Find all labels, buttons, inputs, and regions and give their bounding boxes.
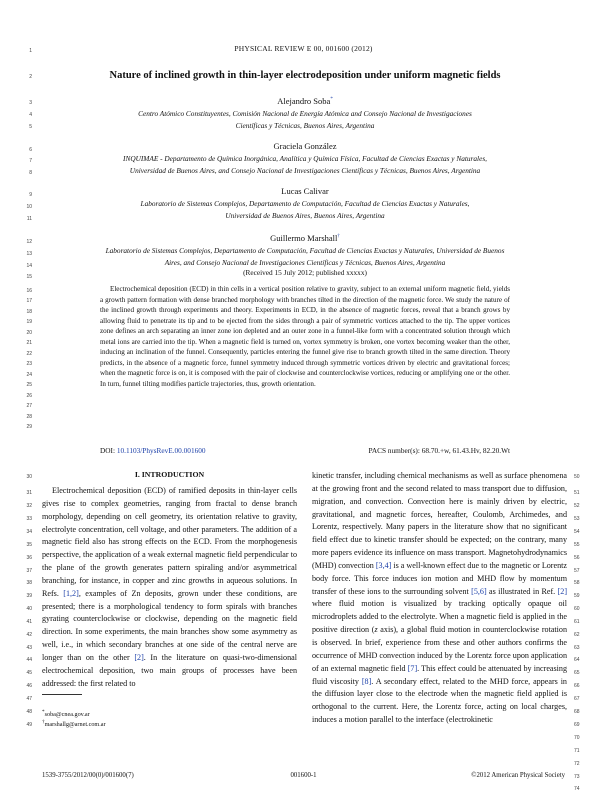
line-number: 62	[574, 632, 580, 638]
line-number: 16	[26, 288, 32, 294]
footnote-rule	[42, 694, 82, 695]
line-number: 53	[574, 516, 580, 522]
abstract: Electrochemical deposition (ECD) in thin cells in a vertical position relative to gravity, subject to an external uniform magnetic field, yields a growth pattern formation with dense branched morphology with branches tilted in the direction of the magnetic force. We study the nature of the inclined growth through experiments and theory. Experiments in ECD, in the absence of magnetic forces, reveal that a branch grows by allowing fluid to penetrate its tip and to be ejected from the sides through a pair of symmetric vortices attached to the tip. The upper vortices zone defines an arch separating an inner zone ion depleted and an outer zone in a funnel-like form with a concentrated solution through which metal ions are carried into the tip. When a magnetic field is turned on, vortex symmetry is broken, one vortex becoming weaker than the other, inducing an inclination of the funnel. Consequently, particles entering the funnel give rise to branch growth tilted in the same direction. Theory predicts, in the absence of a magnetic force, funnel symmetry induced through symmetric vortices driven by electric and gravitational forces; when the magnetic force is on, it is composed with the pair of clockwise and counterclockwise vortices, reducing or amplifying one or the other. In turn, funnel tilting modifies particle trajectories, thus, growth orientation.	[100, 285, 510, 388]
citation-link[interactable]: [8]	[361, 676, 372, 686]
line-number: 18	[26, 309, 32, 315]
line-number: 69	[574, 722, 580, 728]
footnote: *soba@cnea.gov.ar	[42, 709, 90, 719]
line-number: 27	[26, 403, 32, 409]
line-number: 63	[574, 645, 580, 651]
line-number: 37	[26, 568, 32, 574]
body-text: kinetic transfer, including chemical mechanisms as well as surface phenomena at the growing front and the second related to mass transport due to diffusion, migration, and convection. Convection here is mainly driven by electric, gravitational, and magnetic forces, hereafter, Coulomb, Archimedes, and Lorentz, respectively. Many papers in the literature show that no significant field effect due to kinetic transfer should be expected; on the contrary, many more papers evidence its influence on mass transport. Magnetohydrodynamics (MHD) convection	[312, 471, 567, 570]
line-number: 45	[26, 670, 32, 676]
line-number: 61	[574, 619, 580, 625]
body-text: . A secondary effect, related to the MHD force, appears in the diffusion layer close to the electrode when the magnetic field applied is orthogonal to the current. Here, the Lorentz force, acting on local charges, induces a motion parallel to the interface (electrokinetic	[312, 676, 567, 725]
footer-copyright: ©2012 American Physical Society	[471, 772, 565, 779]
line-number: 38	[26, 580, 32, 586]
line-number: 14	[26, 263, 32, 269]
body-text: . This effect could be attenuated by increasing fluid viscosity	[312, 663, 567, 686]
line-number: 12	[26, 239, 32, 245]
line-number: 1	[29, 48, 32, 54]
line-number: 28	[26, 414, 32, 420]
line-number: 23	[26, 361, 32, 367]
line-number: 48	[26, 709, 32, 715]
line-number: 51	[574, 490, 580, 496]
line-number: 11	[26, 216, 32, 222]
line-number: 64	[574, 657, 580, 663]
body-text: is a well-known effect due to the magnetic or Lorentz body force. This force induces ion motion and MHD flow by momentum transfer of these ions to the surrounding solvent	[312, 560, 567, 596]
line-number: 60	[574, 606, 580, 612]
line-number: 17	[26, 298, 32, 304]
line-number: 10	[26, 204, 32, 210]
line-number: 52	[574, 503, 580, 509]
line-number: 35	[26, 542, 32, 548]
line-number: 43	[26, 645, 32, 651]
line-number: 55	[574, 542, 580, 548]
body-text: where fluid motion is visualized by tracking optically opaque oil microdroplets added to the electrolyte. When a magnetic field is applied in the positive direction (	[312, 599, 567, 635]
line-number: 6	[29, 147, 32, 153]
footnote: †marshallg@arnet.com.ar	[42, 719, 106, 729]
doi-pacs-line	[100, 446, 510, 455]
body-text: , examples of Zn deposits, grown under these conditions, are presented; there is a morphological tendency to form spirals with branches gyrating counterclockwise or clockwise, depending on the magnetic field direction. In some experiments, the main branches show some asymmetry as well, i.e., in which secondary branches at one side of the central nerve are longer than on the other	[42, 588, 297, 662]
footer-issn: 1539-3755/2012/00(0)/001600(7)	[42, 772, 134, 779]
line-number: 56	[574, 555, 580, 561]
line-number: 58	[574, 580, 580, 586]
section-title: I. INTRODUCTION	[134, 470, 205, 479]
author-affiliation: Centro Atómico Constituyentes, Comisión Nacional de Energía Atómica and Consejo Nacional de Investigaciones Científicas y Técnicas, Buenos Aires, Argentina	[138, 109, 472, 130]
line-number: 66	[574, 683, 580, 689]
line-number: 19	[26, 319, 32, 325]
line-number: 70	[574, 735, 580, 741]
line-number: 29	[26, 424, 32, 430]
line-number: 41	[26, 619, 32, 625]
body-text: axis), a global fluid motion in counterclockwise rotation is observed. In brief, experience from these and other authors confirms the occurrence of MHD convection induced by the Lorentz force upon application of an external magnetic field	[312, 625, 568, 673]
journal-header: PHYSICAL REVIEW E 00, 001600 (2012)	[234, 44, 373, 53]
body-text: z	[374, 625, 378, 635]
line-number: 72	[574, 761, 580, 767]
author-affiliation: Laboratorio de Sistemas Complejos, Departamento de Computación, Facultad de Ciencias Exactas y Naturales, Universidad de Buenos Aires, and Consejo Nacional de Investigaciones Científicas y Técnicas, Buenos Aires, Argentina	[105, 246, 505, 267]
line-number: 49	[26, 722, 32, 728]
author-name: Lucas Calivar	[281, 186, 329, 196]
line-number: 73	[574, 774, 580, 780]
line-number: 59	[574, 593, 580, 599]
received-date: (Received 15 July 2012; published xxxxx)	[243, 268, 367, 277]
author-name: Alejandro Soba*	[277, 96, 333, 106]
line-number: 4	[29, 112, 32, 118]
line-number: 57	[574, 568, 580, 574]
citation-link[interactable]: [5,6]	[471, 586, 487, 596]
line-number: 71	[574, 748, 580, 754]
citation-link[interactable]: [2]	[557, 586, 568, 596]
line-number: 68	[574, 709, 580, 715]
line-number: 20	[26, 330, 32, 336]
doi-link[interactable]: 10.1103/PhysRevE.00.001600	[116, 446, 206, 455]
line-number: 36	[26, 555, 32, 561]
doi-label: DOI:	[100, 446, 117, 455]
line-number: 2	[29, 74, 32, 80]
line-number: 74	[574, 786, 580, 792]
citation-link[interactable]: [7]	[407, 663, 418, 673]
line-number: 3	[29, 100, 32, 106]
line-number: 50	[574, 474, 580, 480]
paper-title: Nature of inclined growth in thin-layer electrodeposition under uniform magnetic fields	[109, 70, 501, 81]
body-text: as illustrated in Ref.	[486, 586, 558, 596]
line-number: 5	[29, 124, 32, 130]
line-number: 42	[26, 632, 32, 638]
line-number: 13	[26, 251, 32, 257]
body-text: Electrochemical deposition (ECD) of ramified deposits in thin-layer cells gives rise to complex geometries, ranging from fractal to dense branch morphology, depending on cell geometry, its orientation relative to gravity, electrolyte concentration, cell voltage, and other parameters. The addition of a magnetic field also has strong effects on the ECD. From the morphogenesis perspective, the application of a weak external magnetic field perpendicular to the plane of the growth generates pattern spiraling and/or asymmetrical branching, for instance, in copper and zinc growths in aqueous solutions. In Refs.	[42, 486, 297, 598]
line-number: 54	[574, 529, 580, 535]
line-number: 30	[26, 474, 32, 480]
author-name: Graciela González	[273, 141, 337, 151]
line-number: 40	[26, 606, 32, 612]
line-number: 65	[574, 670, 580, 676]
body-text: . In the literature on quasi-two-dimensional electrochemical deposition, two main groups of processes have been addressed: the first related to	[42, 652, 297, 688]
citation-link[interactable]: [2]	[134, 652, 144, 662]
citation-link[interactable]: [1,2]	[63, 588, 79, 598]
line-number: 32	[26, 503, 32, 509]
citation-link[interactable]: [3,4]	[375, 560, 392, 570]
line-number: 9	[29, 192, 32, 198]
line-number: 22	[26, 351, 32, 357]
line-number: 8	[29, 170, 32, 176]
line-number: 44	[26, 657, 32, 663]
line-number: 34	[26, 529, 32, 535]
line-number: 7	[29, 158, 32, 164]
pacs-numbers: PACS number(s): 68.70.+w, 61.43.Hv, 82.20.Wt	[368, 446, 510, 455]
author-name: Guillermo Marshall†	[270, 233, 340, 243]
line-number: 25	[26, 382, 32, 388]
line-number: 31	[26, 490, 32, 496]
footer-page-number: 001600-1	[290, 772, 317, 779]
left-column	[42, 485, 297, 691]
author-affiliation: Laboratorio de Sistemas Complejos, Departamento de Computación, Facultad de Ciencias Exactas y Naturales, Universidad de Buenos Aires, Buenos Aires, Argentina	[140, 199, 470, 220]
line-number: 46	[26, 683, 32, 689]
line-number: 15	[26, 274, 32, 280]
author-affiliation: INQUIMAE - Departamento de Química Inorgánica, Analítica y Química Física, Facultad de Ciencias Exactas y Naturales, Universidad de Buenos Aires, and Consejo Nacional de Investigaciones Científicas y Técnicas, Buenos Aires, Argentina	[123, 154, 487, 175]
right-column	[312, 470, 567, 727]
line-number: 21	[26, 340, 32, 346]
line-number: 39	[26, 593, 32, 599]
line-number: 24	[26, 372, 32, 378]
line-number: 26	[26, 393, 32, 399]
line-number: 67	[574, 696, 580, 702]
line-number: 47	[26, 696, 32, 702]
line-number: 33	[26, 516, 32, 522]
